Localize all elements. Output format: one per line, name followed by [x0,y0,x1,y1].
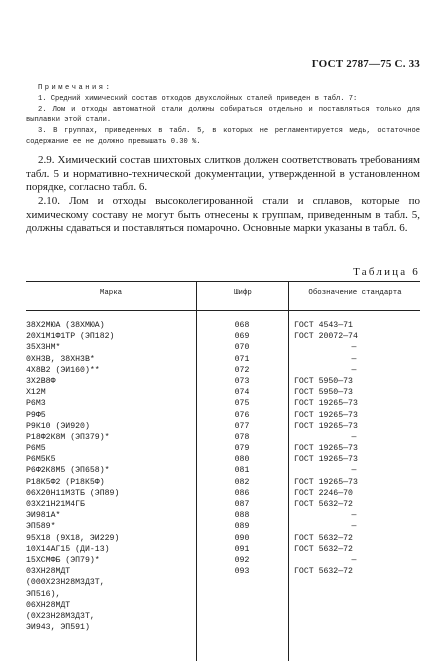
cell-code: 076 [234,410,250,420]
table-row [26,398,420,409]
table-row [26,443,420,454]
table-row [26,577,420,588]
table-row [26,622,420,633]
header-standard: Обозначение стандарта [288,282,421,310]
cell-mark: Р18К5Ф2 (Р18К5Ф) [26,477,105,487]
cell-code: 075 [234,399,250,409]
cell-mark: 0ХН3В, 38ХН3В* [26,354,95,364]
page-header: ГОСТ 2787—75 С. 33 [311,58,420,70]
cell-code: 088 [234,511,250,521]
table-row [26,488,420,499]
cell-standard: — [351,466,357,476]
table-row [26,499,420,510]
table-header [26,281,420,311]
cell-mark: Р18Ф2К8М (ЭП379)* [26,432,110,442]
cell-mark: Р6М5К5 [26,455,56,465]
table-caption: Таблица 6 [353,266,420,278]
table-row [26,566,420,577]
paragraph-text: 2.10. Лом и отходы высоколегированной стали и сплавов, которые по химическому составу не могут быть отнесены к группам, приведенным в табл. 5, должны сдаваться и поставляться помарочно. Основные марки указаны в табл. 6. [26,195,420,235]
cell-mark: ЭИ981А* [26,511,61,521]
table-row [26,611,420,622]
cell-mark: Р6М5 [26,444,46,454]
cell-standard: ГОСТ 5950—73 [294,388,353,398]
cell-mark: Р6Ф2К8М5 (ЭП658)* [26,466,110,476]
cell-mark: 38Х2МЮА (38ХМЮА) [26,321,105,330]
table-row [26,589,420,600]
note-item: 2. Лом и отходы автоматной стали должны собираться отдельно и поставляться только для выплавки этой стали. [26,105,420,125]
table-row [26,365,420,376]
cell-mark: 06Х20Н11М3ТБ (ЭП89) [26,488,120,498]
cell-mark: (000Х23Н28М3Д3Т, [26,578,105,588]
notes-title: Примечания: [38,84,113,92]
cell-standard: ГОСТ 19265—73 [294,410,358,420]
cell-code: 070 [234,343,250,353]
cell-standard: ГОСТ 5632—72 [294,567,353,577]
cell-standard: ГОСТ 2246—70 [294,488,353,498]
cell-standard: ГОСТ 5950—73 [294,376,353,386]
cell-standard: ГОСТ 19265—73 [294,421,358,431]
cell-code: 073 [234,376,250,386]
cell-mark: Р6М3 [26,399,46,409]
cell-code: 090 [234,533,250,543]
table-row [26,376,420,387]
table-row [26,354,420,365]
cell-mark: Р9Ф5 [26,410,46,420]
table-row [26,454,420,465]
cell-mark: 10Х14АГ15 (ДИ-13) [26,544,110,554]
cell-mark: 4Х8В2 (ЭИ160)** [26,365,100,375]
cell-mark: 3Х2В8Ф [26,376,56,386]
cell-standard: — [351,365,357,375]
cell-code: 082 [234,477,250,487]
notes-block [26,83,420,148]
cell-standard: — [351,432,357,442]
cell-standard: ГОСТ 4543—71 [294,321,353,330]
cell-code: 093 [234,567,250,577]
cell-mark: 20Х1М1Ф1ТР (ЭП182) [26,332,115,342]
table-row [26,544,420,555]
cell-code: 089 [234,522,250,532]
cell-standard: ГОСТ 19265—73 [294,444,358,454]
table-row [26,320,420,331]
table-row [26,477,420,488]
cell-code: 087 [234,500,250,509]
cell-standard: ГОСТ 19265—73 [294,399,358,409]
cell-code: 074 [234,388,250,398]
cell-code: 071 [234,354,250,364]
table-row [26,387,420,398]
cell-code: 079 [234,444,250,454]
table-body [26,320,420,633]
paragraph-2-10 [26,195,420,236]
cell-standard: ГОСТ 19265—73 [294,455,358,465]
cell-code: 091 [234,544,250,554]
note-item: 1. Средний химический состав отходов двухслойных сталей приведен в табл. 7: [38,94,358,103]
cell-code: 086 [234,488,250,498]
cell-code: 092 [234,555,250,565]
table-row [26,465,420,476]
note-item: 3. В группах, приведенных в табл. 5, в которых не регламентируется медь, остаточное содержание ее не должно превышать 0.30 %. [26,127,420,146]
table-row [26,521,420,532]
cell-mark: 35Х3НМ* [26,343,61,353]
cell-code: 072 [234,365,250,375]
cell-code: 069 [234,332,250,342]
cell-mark: 15ХСМФБ (ЭП79)* [26,555,100,565]
table-row [26,533,420,544]
table-row [26,555,420,566]
header-code: Шифр [196,282,289,310]
cell-standard: ГОСТ 5632—72 [294,500,353,509]
table-row [26,410,420,421]
cell-standard: — [351,354,357,364]
cell-standard: — [351,343,357,353]
cell-mark: Р9К10 (ЭИ920) [26,421,90,431]
cell-mark: Х12М [26,388,46,398]
paragraph-2-9 [26,154,420,195]
cell-mark: 03ХН28МДТ [26,567,71,577]
cell-standard: ГОСТ 19265—73 [294,477,358,487]
cell-mark: (0Х23Н28М3Д3Т, [26,611,95,621]
table-row [26,421,420,432]
cell-standard: ГОСТ 20072—74 [294,332,358,342]
table-row [26,600,420,611]
cell-mark: 06ХН28МДТ [26,600,71,610]
cell-mark: ЭП589* [26,522,56,532]
cell-code: 078 [234,432,250,442]
cell-code: 077 [234,421,250,431]
table-row [26,510,420,521]
cell-mark: ЭП516), [26,589,61,599]
paragraph-text: 2.9. Химический состав шихтовых слитков должен соответствовать требованиям табл. 5 и нормативно-технической документации, утвержденной в установленном порядке, согласно табл. 6. [26,154,420,194]
cell-standard: — [351,555,357,565]
cell-standard: — [351,522,357,532]
cell-code: 081 [234,466,250,476]
cell-mark: ЭИ943, ЭП591) [26,623,90,633]
cell-mark: 03Х21Н21М4ГБ [26,500,85,509]
cell-mark: 95Х18 (9Х18, ЭИ229) [26,533,120,543]
table-row [26,342,420,353]
cell-code: 068 [234,321,250,330]
table-row [26,432,420,443]
cell-standard: — [351,511,357,521]
table-row [26,331,420,342]
header-mark: Марка [99,289,123,297]
cell-code: 080 [234,455,250,465]
cell-standard: ГОСТ 5632—72 [294,544,353,554]
cell-standard: ГОСТ 5632—72 [294,533,353,543]
